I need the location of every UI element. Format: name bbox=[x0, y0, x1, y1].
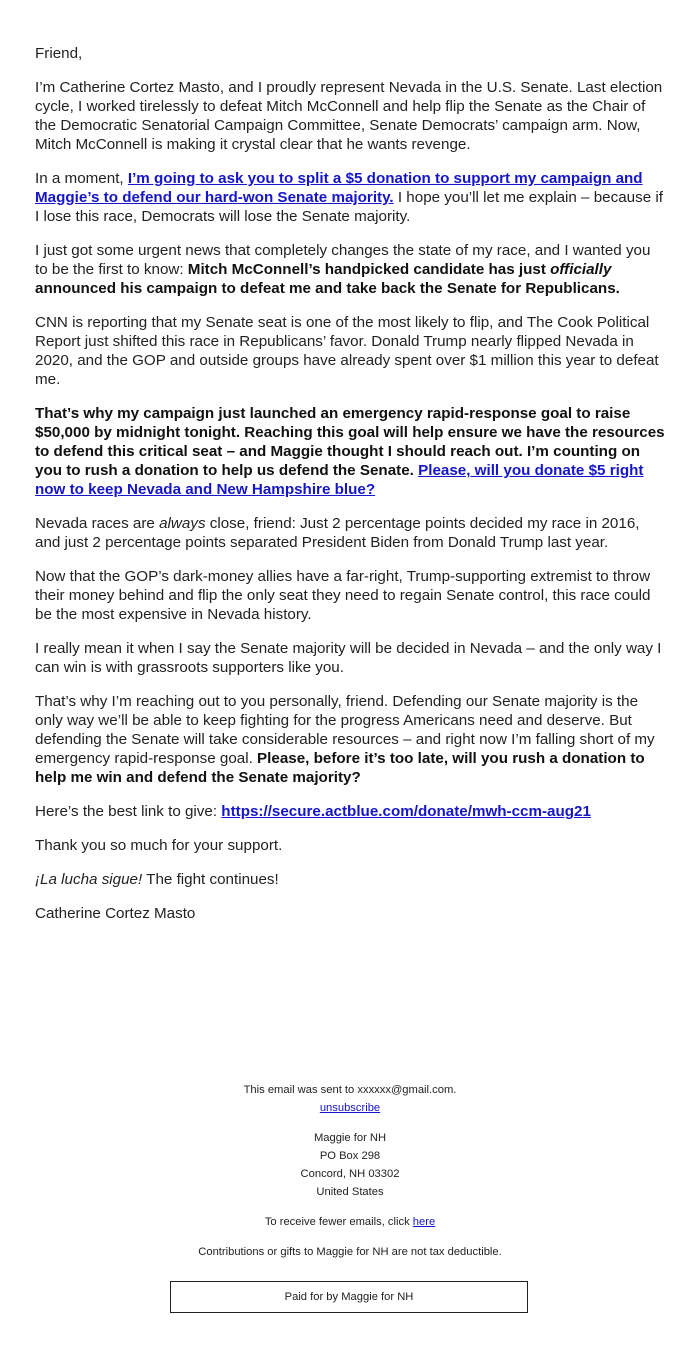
paragraph-ask-lead: In a moment, bbox=[35, 170, 128, 187]
org-name: Maggie for NH bbox=[313, 1132, 387, 1144]
best-link-lead: Here’s the best link to give: bbox=[35, 803, 222, 820]
paragraph-best-link bbox=[35, 802, 667, 821]
paragraph-cnn: CNN is reporting that my Senate seat is one of the most likely to flip, and The Cook Political Report just shifted this race in Republicans’ favor. Donald Trump nearly flipped Nevada in 2020, and the GOP and outside groups have already spent over $1 million this year to defeat me. bbox=[35, 314, 659, 388]
email-footer bbox=[0, 1081, 700, 1261]
tax-disclaimer: Contributions or gifts to Maggie for NH are not tax deductible. bbox=[198, 1246, 502, 1258]
paragraph-lucha bbox=[35, 870, 667, 889]
greeting: Friend, bbox=[35, 45, 83, 62]
fewer-emails-text: To receive fewer emails, click here bbox=[264, 1216, 436, 1228]
paragraph-goal bbox=[35, 404, 667, 499]
paragraph-ask bbox=[35, 169, 667, 226]
lucha-italic: ¡La lucha sigue! bbox=[35, 871, 143, 888]
paragraph-personal bbox=[35, 692, 667, 787]
paragraph-intro: I’m Catherine Cortez Masto, and I proudly represent Nevada in the U.S. Senate. Last election cycle, I worked tirelessly to defeat Mitch McConnell and help flip the Senate as the Chair of the Democratic Senatorial Campaign Committee, Senate Democrats’ campaign arm. Now, Mitch McConnell is making it crystal clear that he wants revenge. bbox=[35, 79, 663, 153]
org-po-box: PO Box 298 bbox=[319, 1150, 381, 1162]
close-races-lead: Nevada races are bbox=[35, 515, 160, 532]
split-donation-link[interactable]: I’m going to ask you to split a $5 donation to support my campaign and Maggie’s to defend our hard-won Senate majority. bbox=[35, 170, 643, 206]
sent-to-text: This email was sent to xxxxxx@gmail.com. bbox=[243, 1084, 457, 1096]
paragraph-news-lead: I just got some urgent news that completely changes the state of my race, and I wanted you to be the first to know: bbox=[35, 242, 651, 278]
org-country: United States bbox=[316, 1186, 384, 1198]
paragraph-news bbox=[35, 241, 667, 298]
paid-for-box: Paid for by Maggie for NH bbox=[170, 1281, 528, 1313]
news-bold-1: Mitch McConnell’s handpicked candidate has just bbox=[187, 261, 551, 278]
email-body bbox=[35, 44, 667, 938]
close-races-tail: close, friend: Just 2 percentage points decided my race in 2016, and just 2 percentage points separated President Biden from Donald Trump last year. bbox=[35, 515, 640, 551]
signature: Catherine Cortez Masto bbox=[35, 905, 196, 922]
fewer-emails-link[interactable]: here bbox=[412, 1216, 436, 1228]
paragraph-close-races bbox=[35, 514, 667, 552]
paragraph-ask-tail: I hope you’ll let me explain – because if I lose this race, Democrats will lose the Senate majority. bbox=[35, 189, 663, 225]
personal-lead: That’s why I’m reaching out to you personally, friend. Defending our Senate majority is the only way we’ll be able to keep fighting for the progress Americans need and deserve. But defending the Senate will take considerable resources – and right now I’m falling short of my emergency rapid-response goal. bbox=[35, 693, 655, 767]
goal-bold-text: That’s why my campaign just launched an emergency rapid-response goal to raise $50,000 by midnight tonight. Reaching this goal will help ensure we have the resources to defend this critical seat – and Maggie thought I should reach out. I’m counting on you to rush a donation to help us defend the Senate. bbox=[35, 405, 665, 479]
donate-5-link[interactable]: Please, will you donate $5 right now to keep Nevada and New Hampshire blue? bbox=[35, 462, 644, 498]
actblue-link[interactable]: https://secure.actblue.com/donate/mwh-ccm-aug21 bbox=[221, 803, 591, 820]
paragraph-dark-money: Now that the GOP’s dark-money allies have a far-right, Trump-supporting extremist to throw their money behind and flip the only seat they need to regain Senate control, this race could be the most expensive in Nevada history. bbox=[35, 568, 651, 623]
paragraph-grassroots: I really mean it when I say the Senate majority will be decided in Nevada – and the only way I can win is with grassroots supporters like you. bbox=[35, 640, 662, 676]
paragraph-thanks: Thank you so much for your support. bbox=[35, 837, 283, 854]
org-city: Concord, NH 03302 bbox=[300, 1168, 400, 1180]
news-bold-italic: officially bbox=[550, 261, 612, 278]
unsubscribe-link[interactable]: unsubscribe bbox=[319, 1102, 381, 1114]
personal-bold: Please, before it’s too late, will you rush a donation to help me win and defend the Senate majority? bbox=[35, 750, 645, 786]
close-races-italic: always bbox=[159, 515, 206, 532]
lucha-tail: The fight continues! bbox=[142, 871, 279, 888]
news-bold-2: announced his campaign to defeat me and take back the Senate for Republicans. bbox=[35, 280, 620, 297]
